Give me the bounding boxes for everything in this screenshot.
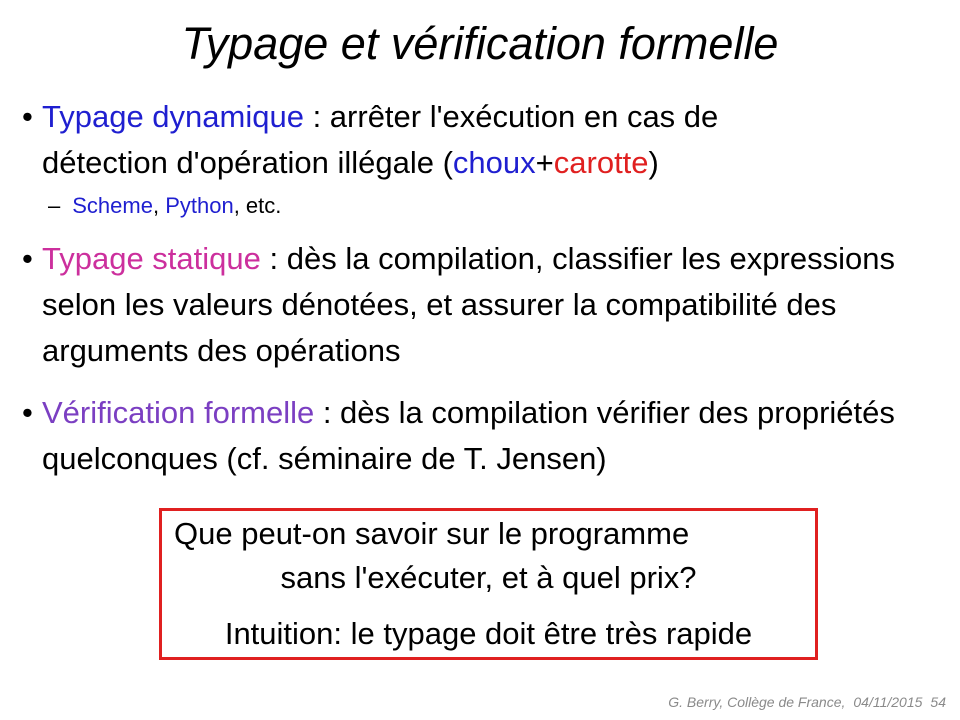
page-number: 54 bbox=[930, 694, 946, 710]
slide-title: Typage et vérification formelle bbox=[181, 18, 779, 69]
bullet-text bbox=[42, 390, 940, 482]
bullet-text bbox=[42, 94, 940, 186]
plus-sign: + bbox=[535, 145, 554, 180]
bullet-dot-icon: • bbox=[22, 241, 33, 276]
bullet-formal-verification bbox=[20, 390, 940, 482]
callout-line-2: sans l'exécuter, et à quel prix? bbox=[280, 560, 697, 595]
bullet-rest: : dès la compilation vérifier des propriétés quelconques (cf. séminaire de T. Jensen) bbox=[42, 395, 895, 476]
bullet-dot-icon: • bbox=[22, 99, 33, 134]
bullet-dot-icon: • bbox=[22, 395, 33, 430]
slide-footer bbox=[660, 694, 946, 710]
bullet-rest-line2: détection d'opération illégale ( bbox=[42, 145, 453, 180]
sub-rest: , etc. bbox=[233, 193, 282, 218]
callout-line-3: Intuition: le typage doit être très rapide bbox=[224, 616, 753, 651]
term-static-typing: Typage statique bbox=[42, 241, 261, 276]
footer-author: G. Berry, Collège de France, bbox=[668, 694, 846, 710]
bullet-static-typing bbox=[20, 236, 940, 374]
bullet-rest: : dès la compilation, classifier les expressions selon les valeurs dénotées, et assurer la compatibilité des arguments des opérations bbox=[42, 241, 895, 368]
choux-word: choux bbox=[452, 145, 536, 180]
callout-box bbox=[159, 508, 818, 660]
callout-line-1: Que peut-on savoir sur le programme bbox=[174, 516, 690, 551]
term-formal-verification: Vérification formelle bbox=[42, 395, 315, 430]
separator: , bbox=[152, 193, 166, 218]
carotte-word: carotte bbox=[553, 145, 649, 180]
language-scheme: Scheme bbox=[72, 193, 153, 218]
dash-marker: – bbox=[48, 193, 61, 218]
closing-paren: ) bbox=[648, 145, 659, 180]
bullet-dynamic-typing bbox=[20, 94, 940, 186]
footer-date: 04/11/2015 bbox=[853, 694, 923, 710]
sub-bullet-languages bbox=[48, 186, 281, 226]
bullet-rest-line1: : arrêter l'exécution en cas de bbox=[303, 99, 719, 134]
term-dynamic-typing: Typage dynamique bbox=[42, 99, 304, 134]
bullet-text bbox=[42, 236, 940, 374]
language-python: Python bbox=[165, 193, 234, 218]
